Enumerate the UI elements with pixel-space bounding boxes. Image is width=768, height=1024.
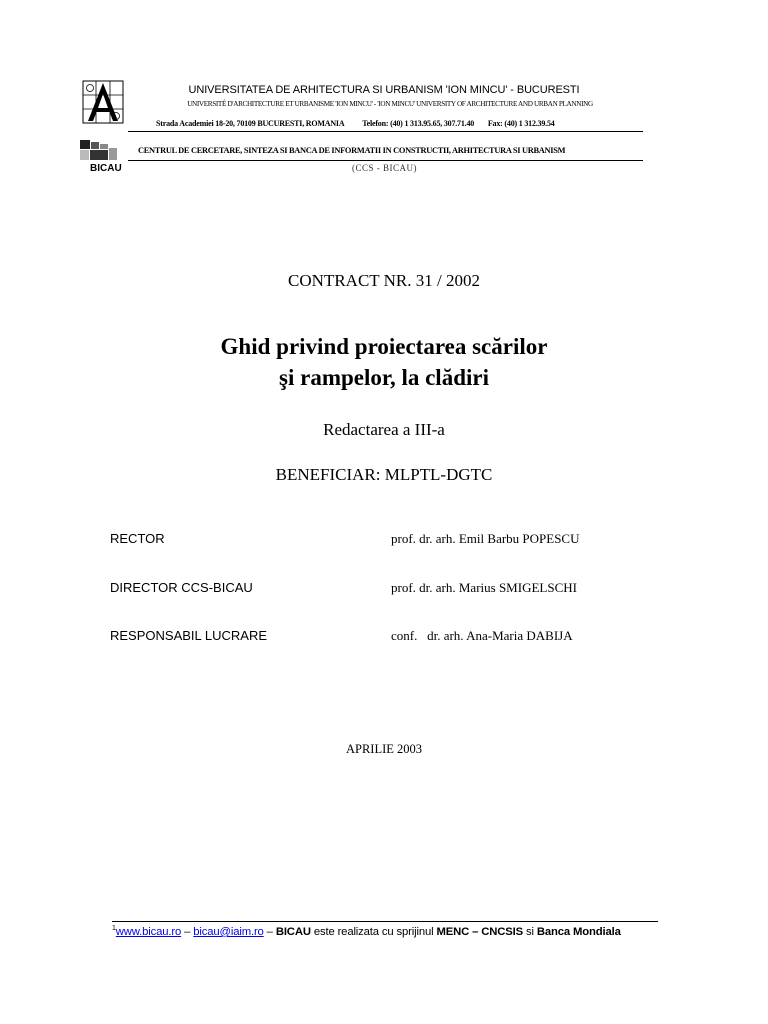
contract-number: CONTRACT NR. 31 / 2002 (288, 271, 480, 290)
footnote-bicau: BICAU (275, 926, 311, 938)
document-title-line-2: şi rampelor, la clădiri (279, 365, 489, 390)
research-center-name: CENTRUL DE CERCETARE, SINTEZA SI BANCA DE INFORMATII IN CONSTRUCTII, ARHITECTURA SI URBANISM (138, 146, 566, 155)
university-name: UNIVERSITATEA DE ARHITECTURA SI URBANISM 'ION MINCU' - BUCURESTI (188, 84, 580, 96)
beneficiary-label: BENEFICIAR: MLPTL-DGTC (275, 465, 493, 484)
footnote (112, 925, 672, 938)
footnote-text: este realizata cu sprijinul (310, 926, 437, 938)
signatory-name-responsible: conf. dr. arh. Ana-Maria DABIJA (391, 628, 573, 643)
university-phone: Telefon: (40) 1 313.95.65, 307.71.40 (362, 119, 475, 128)
document-title (0, 331, 768, 393)
research-center-cutoff-text: (CCS - BICAU) (352, 163, 418, 173)
footnote-text-and: si (523, 926, 537, 938)
signatory-role-director: DIRECTOR CCS-BICAU (110, 580, 253, 595)
footnote-menc: MENC – CNCSIS (436, 926, 524, 938)
university-address: Strada Academiei 18-20, 70109 BUCURESTI, ROMANIA (156, 119, 345, 128)
email-link[interactable]: bicau@iaim.ro (193, 926, 264, 938)
footnote-separator: – (263, 926, 276, 938)
website-link[interactable]: www.bicau.ro (115, 926, 182, 938)
research-center-cutoff (352, 163, 432, 174)
footnote-mark: 1 (112, 925, 116, 932)
university-contact (156, 119, 636, 128)
header-divider (128, 131, 643, 132)
signatory-role-responsible: RESPONSABIL LUCRARE (110, 628, 268, 643)
bicau-logo (78, 138, 122, 174)
signatory-role-rector: RECTOR (110, 531, 165, 546)
university-name-alt: UNIVERSITÉ D'ARCHITECTURE ET URBANISME 'ION MINCU' - 'ION MINCU' UNIVERSITY OF ARCHITECTURE AND URBAN PLANNING (187, 100, 593, 108)
footnote-divider (112, 921, 658, 922)
bicau-logo-text: BICAU (90, 163, 122, 174)
document-title-line-1: Ghid privind proiectarea scărilor (220, 334, 548, 359)
signatory-name-director: prof. dr. arh. Marius SMIGELSCHI (391, 580, 577, 595)
signatory-name-rector: prof. dr. arh. Emil Barbu POPESCU (391, 531, 580, 546)
edition-label: Redactarea a III-a (323, 420, 445, 439)
document-date: APRILIE 2003 (345, 742, 423, 756)
university-fax: Fax: (40) 1 312.39.54 (487, 119, 555, 128)
footnote-world-bank: Banca Mondiala (536, 926, 621, 938)
research-center-divider (128, 160, 643, 161)
footnote-separator: – (181, 926, 194, 938)
